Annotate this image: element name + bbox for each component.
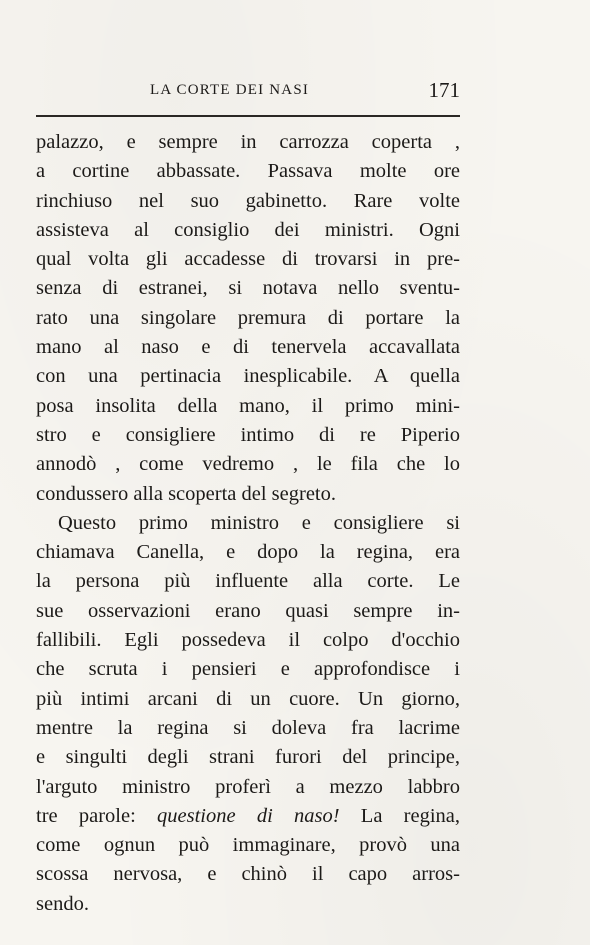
text-segment: La regina, bbox=[339, 804, 460, 827]
text-line: qual volta gli accadesse di trovarsi in pre- bbox=[36, 248, 460, 271]
page-number: 171 bbox=[428, 78, 460, 102]
text-line: assisteva al consiglio dei ministri. Ogni bbox=[36, 218, 460, 241]
paragraph-2 bbox=[36, 509, 460, 919]
body-text bbox=[36, 128, 460, 919]
text-line: stro e consigliere intimo di re Piperio bbox=[36, 423, 460, 446]
text-line: posa insolita della mano, il primo mini- bbox=[36, 394, 460, 417]
text-line: sue osservazioni erano quasi sempre in- bbox=[36, 599, 460, 622]
text-line: annodò , come vedremo , le fila che lo bbox=[36, 453, 460, 476]
italic-phrase: questione di naso! bbox=[157, 804, 340, 827]
text-line: come ognun può immaginare, provò una bbox=[36, 834, 460, 857]
text-line: fallibili. Egli possedeva il colpo d'occhio bbox=[36, 629, 460, 652]
text-line: la persona più influente alla corte. Le bbox=[36, 570, 460, 593]
running-head: LA CORTE DEI NASI bbox=[150, 82, 310, 98]
text-line: a cortine abbassate. Passava molte ore bbox=[36, 160, 460, 183]
text-line: l'arguto ministro proferì a mezzo labbro bbox=[36, 775, 460, 798]
text-line: che scruta i pensieri e approfondisce i bbox=[36, 658, 460, 681]
text-line-with-italic bbox=[36, 802, 460, 831]
text-line: chiamava Canella, e dopo la regina, era bbox=[36, 541, 460, 564]
paragraph-1 bbox=[36, 128, 460, 509]
text-segment: tre parole: bbox=[36, 804, 158, 827]
text-line: Questo primo ministro e consigliere si bbox=[58, 511, 460, 534]
text-line: condussero alla scoperta del segreto. bbox=[36, 482, 336, 505]
header-rule bbox=[36, 115, 460, 117]
text-line: con una pertinacia inesplicabile. A quella bbox=[36, 365, 460, 388]
text-line: sendo. bbox=[36, 892, 89, 915]
text-line: rato una singolare premura di portare la bbox=[36, 306, 460, 329]
text-line: più intimi arcani di un cuore. Un giorno, bbox=[36, 687, 460, 710]
text-line: palazzo, e sempre in carrozza coperta , bbox=[36, 131, 460, 153]
text-line: scossa nervosa, e chinò il capo arros- bbox=[36, 863, 460, 886]
page-header bbox=[36, 78, 460, 110]
text-line: e singulti degli strani furori del principe, bbox=[36, 746, 460, 769]
text-line: rinchiuso nel suo gabinetto. Rare volte bbox=[36, 189, 460, 212]
text-line: mentre la regina si doleva fra lacrime bbox=[36, 716, 460, 739]
text-line: senza di estranei, si notava nello sventu- bbox=[36, 277, 460, 300]
text-line: mano al naso e di tenervela accavallata bbox=[36, 336, 460, 359]
